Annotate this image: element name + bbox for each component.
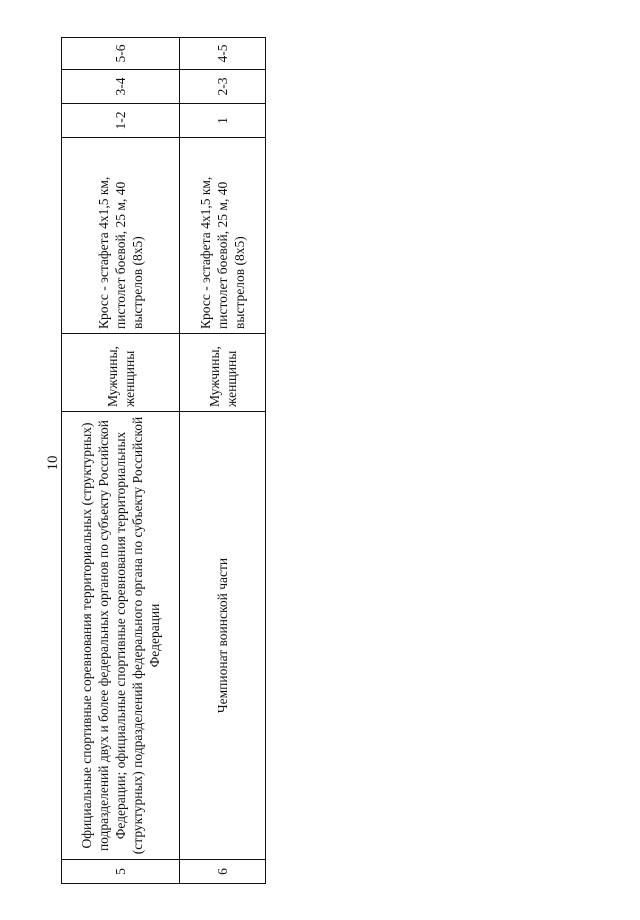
rank-cell-2: 3-4 — [62, 70, 180, 104]
gender-cell: Мужчины, женщины — [180, 334, 266, 412]
gender-cell: Мужчины, женщины — [62, 334, 180, 412]
program-cell: Кросс - эстафета 4х1,5 км, пистолет боевой, 25 м, 40 выстрелов (8х5) — [62, 138, 180, 334]
page-number: 10 — [45, 455, 61, 471]
competition-table — [61, 37, 266, 884]
table-row — [62, 38, 180, 884]
rank-cell-3: 5-6 — [62, 38, 180, 70]
rank-cell-2: 2-3 — [180, 70, 266, 104]
rank-cell-1: 1-2 — [62, 104, 180, 138]
row-number: 5 — [62, 860, 180, 884]
table-row — [180, 38, 266, 884]
row-number: 6 — [180, 860, 266, 884]
competition-name: Официальные спортивные соревнования территориальных (структурных) подразделений двух и более федеральных органов по субъекту Российской Федерации; официальные спортивные соревнования территориальных (структурных) подразделений федерального органа по субъекту Российской Федерации — [62, 412, 180, 860]
competition-table-container — [61, 38, 265, 884]
rank-cell-1: 1 — [180, 104, 266, 138]
program-cell: Кросс - эстафета 4х1,5 км, пистолет боевой, 25 м, 40 выстрелов (8х5) — [180, 138, 266, 334]
competition-name: Чемпионат воинской части — [180, 412, 266, 860]
rank-cell-3: 4-5 — [180, 38, 266, 70]
